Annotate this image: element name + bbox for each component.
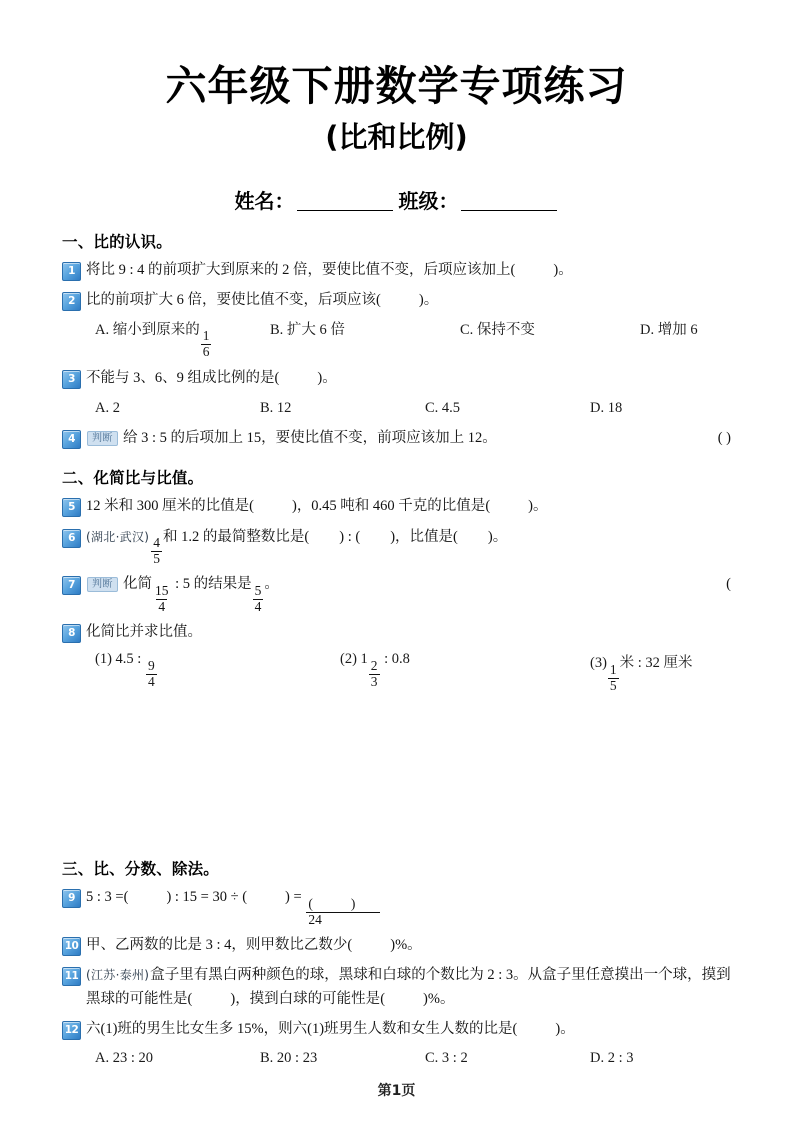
question-6-text: 和 1.2 的最简整数比是 — [163, 528, 305, 545]
question-number-badge: 4 — [62, 430, 81, 449]
option-b[interactable]: B. 扩大 6 倍 — [270, 321, 345, 338]
subproblem-3[interactable] — [590, 651, 693, 693]
subproblem-2-tail: : 0.8 — [380, 651, 410, 668]
fraction-answer-over-24 — [306, 897, 380, 927]
question-5-text: 12 米和 300 厘米的比值是 — [86, 498, 250, 515]
question-11-body — [86, 964, 731, 1010]
fraction-denominator: 6 — [202, 344, 210, 360]
class-blank[interactable] — [461, 210, 557, 211]
question-10-body — [86, 934, 731, 957]
option-c[interactable]: C. 3 : 2 — [425, 1049, 468, 1066]
question-8-body — [86, 621, 731, 644]
question-7-body — [86, 573, 731, 614]
question-8-subproblems — [62, 651, 731, 693]
question-2-tail: 。 — [423, 292, 439, 309]
subproblem-3-text: (3) — [590, 655, 607, 672]
section-heading-1: 一、比的认识。 — [62, 233, 172, 252]
fraction-numerator: 1 — [609, 661, 617, 677]
question-10-tail: %。 — [395, 937, 422, 954]
question-10-text: 甲、乙两数的比是 3 : 4，则甲数比乙数少 — [86, 937, 348, 954]
question-11-tail: %。 — [427, 990, 455, 1007]
question-5-tail: 。 — [533, 498, 548, 515]
question-3-text: 不能与 3、6、9 组成比例的是 — [86, 370, 275, 387]
question-3-body — [86, 367, 731, 390]
question-11 — [62, 964, 731, 1010]
page-title: 六年级下册数学专项练习 — [165, 62, 628, 110]
question-6 — [62, 526, 731, 567]
question-number-badge: 9 — [62, 889, 81, 908]
question-9 — [62, 886, 731, 927]
question-12-tail: 。 — [560, 1020, 575, 1037]
question-3 — [62, 367, 731, 390]
page-subtitle: (比和比例) — [325, 120, 468, 155]
question-4-text: 给 3 : 5 的后项加上 15，要使比值不变，前项应该加上 12。 — [123, 430, 497, 447]
question-12-body — [86, 1018, 731, 1041]
answer-blank[interactable] — [347, 934, 395, 957]
fraction-fifteen-fourths — [153, 584, 170, 614]
question-4-body — [86, 427, 731, 450]
answer-blank[interactable] — [124, 886, 172, 909]
region-tag: (江苏·泰州) — [86, 968, 150, 983]
subproblem-2[interactable] — [340, 651, 590, 693]
answer-blank[interactable] — [485, 495, 533, 518]
option-a-label: A. 缩小到原来的 — [95, 321, 200, 338]
blank-work-area — [62, 693, 731, 841]
question-5-body — [86, 495, 731, 518]
fraction-denominator: 5 — [609, 678, 617, 694]
option-d[interactable]: D. 18 — [590, 399, 623, 416]
fraction-numerator: 15 — [155, 582, 169, 598]
subproblem-1[interactable] — [95, 651, 340, 693]
subproblem-1-text: (1) 4.5 : — [95, 651, 145, 668]
fraction-five-fourths — [253, 584, 264, 614]
answer-blank[interactable] — [242, 886, 290, 909]
option-a[interactable]: A. 23 : 20 — [95, 1049, 153, 1066]
fraction-denominator: 4 — [254, 599, 262, 615]
question-10 — [62, 934, 731, 957]
fraction-one-fifth — [608, 663, 619, 693]
class-label: 班级： — [398, 189, 459, 214]
fraction-numerator: 2 — [370, 657, 378, 673]
answer-blank[interactable] — [304, 526, 344, 549]
question-12-text: 六(1)班的男生比女生多 15%，则六(1)班男生人数和女生人数的比是 — [86, 1020, 513, 1037]
answer-blank[interactable] — [355, 526, 395, 549]
fraction-four-fifths — [151, 536, 162, 566]
judgment-tag: 判断 — [87, 577, 118, 592]
question-4 — [62, 427, 731, 450]
question-6-ratio-sep: : — [344, 528, 356, 545]
question-5-mid: ，0.45 吨和 460 千克的比值是 — [296, 498, 486, 515]
judgment-answer-blank[interactable]: ( — [726, 576, 731, 593]
question-12 — [62, 1018, 731, 1041]
question-11-mid: ，摸到白球的可能性是 — [235, 990, 381, 1007]
fraction-nine-fourths — [146, 659, 157, 689]
question-number-badge: 7 — [62, 576, 81, 595]
question-2-text: 比的前项扩大 6 倍，要使比值不变，后项应该 — [86, 292, 376, 309]
fraction-denominator: 24 — [306, 912, 380, 927]
region-tag: (湖北·武汉) — [86, 529, 150, 544]
question-7-mid: : 5 的结果是 — [171, 576, 252, 593]
option-c[interactable]: C. 保持不变 — [460, 321, 535, 338]
question-number-badge: 10 — [62, 937, 81, 956]
name-label: 姓名： — [234, 189, 295, 214]
option-d[interactable]: D. 2 : 3 — [590, 1049, 634, 1066]
fraction-numerator: 1 — [202, 328, 210, 344]
judgment-answer-blank[interactable]: ( ) — [717, 430, 731, 447]
question-6-mid: ，比值是 — [395, 528, 454, 545]
fraction-numerator: 5 — [254, 582, 262, 598]
fraction-denominator: 3 — [370, 674, 378, 690]
question-number-badge: 6 — [62, 529, 81, 548]
question-9-text: 5 : 3 = — [86, 889, 124, 906]
answer-blank[interactable] — [511, 259, 559, 282]
judgment-tag: 判断 — [87, 431, 118, 446]
question-12-options — [62, 1048, 731, 1070]
question-5 — [62, 495, 731, 518]
fraction-two-thirds — [369, 659, 380, 689]
answer-blank[interactable] — [453, 526, 493, 549]
question-9-eq: = — [289, 889, 306, 906]
question-number-badge: 11 — [62, 967, 81, 986]
option-c[interactable]: C. 4.5 — [425, 399, 461, 416]
name-blank[interactable] — [297, 210, 393, 211]
question-7 — [62, 573, 731, 614]
student-info-line — [62, 185, 731, 214]
question-3-tail: 。 — [322, 370, 337, 387]
question-9-mid: : 15 = 30 ÷ — [171, 889, 243, 906]
page-footer: 第1页 — [377, 1083, 416, 1099]
option-a[interactable] — [95, 320, 270, 360]
question-2-body — [86, 289, 731, 312]
fraction-denominator: 4 — [147, 674, 155, 690]
fraction-numerator-blank[interactable] — [306, 897, 380, 911]
question-number-badge: 8 — [62, 624, 81, 643]
question-7-text: 化简 — [123, 576, 152, 593]
question-2-options — [62, 320, 731, 360]
subproblem-2-text: (2) 1 — [340, 651, 368, 668]
question-6-tail: 。 — [492, 528, 508, 545]
fraction-numerator: 9 — [147, 657, 155, 673]
answer-blank[interactable] — [376, 289, 424, 312]
question-number-badge: 2 — [62, 292, 81, 311]
question-9-body — [86, 886, 731, 927]
fraction-numerator: 4 — [153, 535, 161, 551]
option-d[interactable]: D. 增加 6 — [640, 321, 698, 338]
question-number-badge: 1 — [62, 262, 81, 281]
section-heading-3: 三、比、分数、除法。 — [62, 860, 220, 879]
question-number-badge: 12 — [62, 1021, 81, 1040]
option-b[interactable]: B. 12 — [260, 399, 292, 416]
question-11-text: 盒子里有黑白两种颜色的球，黑球和白球的个数比为 2 : 3。从盒子里任意摸出一个球，摸到黑球的可能性是 — [86, 967, 731, 1007]
answer-blank[interactable] — [188, 988, 236, 1011]
question-1 — [62, 259, 731, 282]
fraction-denominator: 4 — [158, 599, 166, 615]
option-a[interactable]: A. 2 — [95, 399, 120, 416]
question-8 — [62, 621, 731, 644]
question-8-text: 化简比并求比值。 — [86, 624, 202, 641]
question-2 — [62, 289, 731, 312]
question-7-tail: 。 — [264, 576, 279, 593]
option-b[interactable]: B. 20 : 23 — [260, 1049, 318, 1066]
question-6-body — [86, 526, 731, 567]
question-number-badge: 5 — [62, 498, 81, 517]
question-1-text: 将比 9 : 4 的前项扩大到原来的 2 倍，要使比值不变，后项应该加上 — [86, 262, 511, 279]
answer-blank[interactable] — [275, 367, 323, 390]
subproblem-3-tail: 米 : 32 厘米 — [619, 655, 693, 672]
question-1-body — [86, 259, 731, 282]
answer-blank[interactable] — [513, 1018, 561, 1041]
question-1-tail: 。 — [558, 262, 573, 279]
section-heading-2: 二、化简比与比值。 — [62, 469, 204, 488]
fraction-one-sixth — [201, 329, 212, 359]
fraction-denominator: 5 — [153, 551, 161, 567]
answer-blank[interactable] — [380, 988, 428, 1011]
answer-blank[interactable] — [308, 897, 355, 911]
question-3-options — [62, 398, 731, 420]
question-number-badge: 3 — [62, 370, 81, 389]
answer-blank[interactable] — [249, 495, 297, 518]
